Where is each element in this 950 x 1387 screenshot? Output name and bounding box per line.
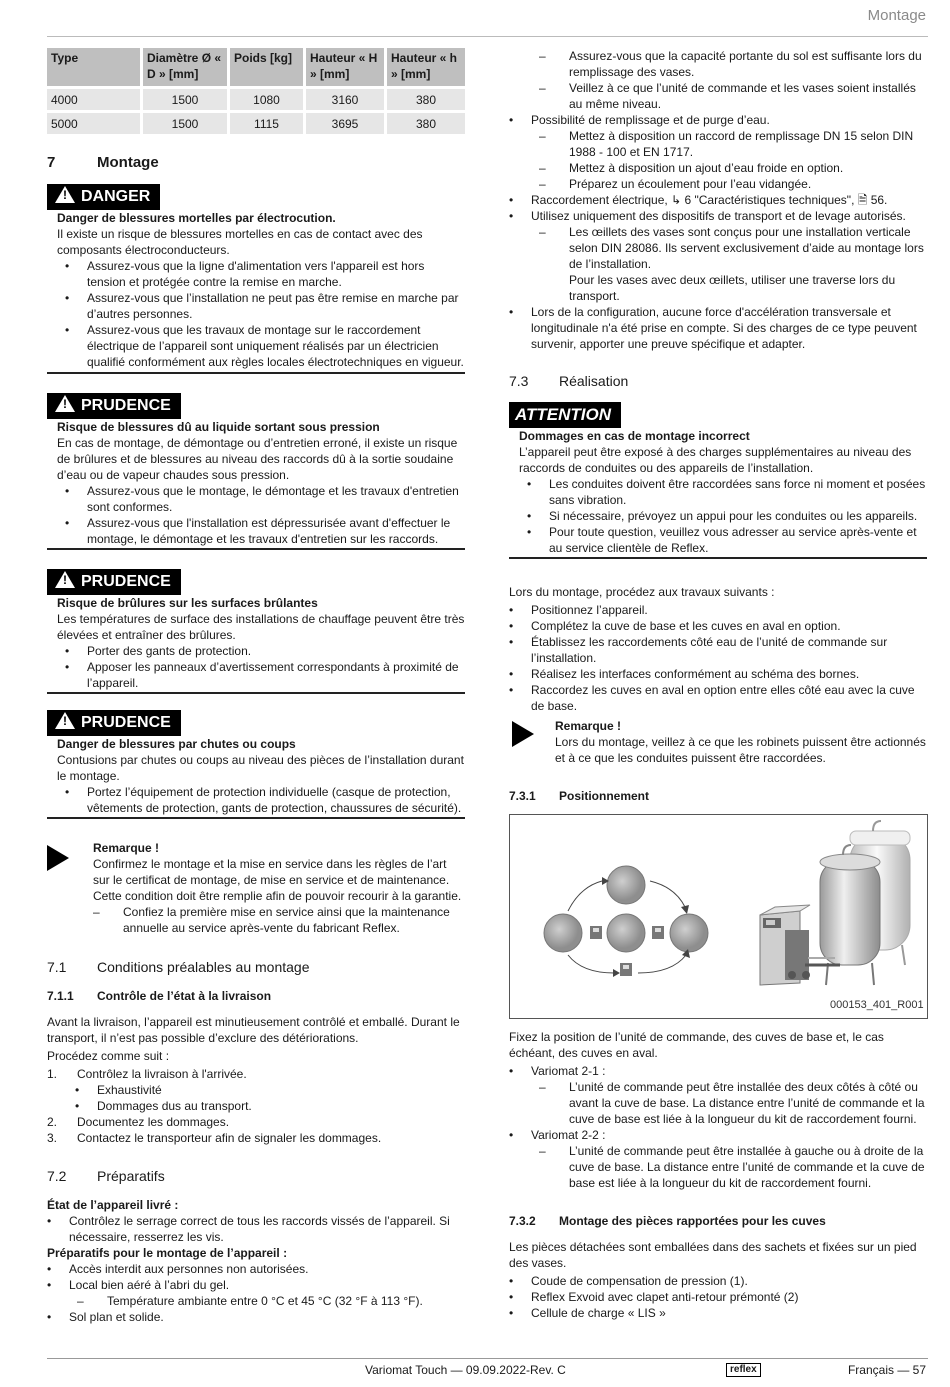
section-7-heading: 7 Montage — [47, 154, 159, 171]
list-item: • Accès interdit aux personnes non autorisées. — [39, 1261, 465, 1277]
list-item: • Possibilité de remplissage et de purge d’eau. — [501, 112, 927, 128]
list-item: • Utilisez uniquement des dispositifs de transport et de levage autorisés. — [501, 208, 927, 224]
delivery-text: Avant la livraison, l’appareil est minutieusement contrôlé et emballé. Durant le transport, il n’est pas possible d’exclure des détériorations. — [47, 1015, 460, 1045]
list-item: • Apposer les panneaux d’avertissement correspondants à proximité de l’appareil. — [57, 659, 465, 691]
list-item: – Les œillets des vases sont conçus pour une installation verticale selon DIN 28086. Ils servent exclusivement d’aide au montage lors de l’installation. Pour les vases avec deux œillets, utiliser une traverse lors du transport. — [539, 224, 927, 304]
prudence-warning-burns — [47, 569, 465, 694]
list-item: • Exhaustivité — [67, 1082, 465, 1098]
list-item: – Température ambiante entre 0 °C et 45 °C (32 °F à 113 °F). — [77, 1293, 465, 1309]
step-text: Contrôlez la livraison à l'arrivée. — [77, 1067, 247, 1081]
section-7-3-1-heading: 7.3.1 Positionnement — [509, 789, 650, 803]
table-header: Type — [47, 48, 140, 86]
attention-badge: ATTENTION — [509, 402, 621, 428]
list-item: • Porter des gants de protection. — [57, 643, 465, 659]
list-item: – L’unité de commande peut être installée à gauche ou à droite de la cuve de base. La distance entre l’unité de commande et la cuve de base est liée à la longueur du kit de raccordement fourni. — [539, 1143, 927, 1191]
note-arrow-icon — [512, 721, 534, 747]
list-item: – Préparez un écoulement pour l’eau vidangée. — [539, 176, 927, 192]
danger-warning — [47, 184, 465, 374]
list-item: • Complétez la cuve de base et les cuves en aval en option. — [501, 618, 919, 634]
note-text: Confirmez le montage et la mise en service dans les règles de l’art sur le certificat de montage, de mise en service et de maintenance. Cette condition doit être remplie afin de pouvoir recourir à la garantie. — [93, 857, 462, 903]
table-cell: 380 — [387, 113, 465, 134]
section-7-1-heading: 7.1 Conditions préalables au montage — [47, 959, 310, 975]
table-cell: 1500 — [143, 89, 227, 110]
warning-title: Danger de blessures par chutes ou coups — [57, 737, 296, 751]
list-item: • Portez l’équipement de protection individuelle (casque de protection, vêtements de protection, gants de protection, chaussures de sécurité). — [57, 784, 465, 816]
footer-document-info: Variomat Touch — 09.09.2022-Rev. C — [365, 1363, 566, 1377]
variants-list — [509, 1063, 927, 1191]
positioning-illustration — [510, 815, 927, 1018]
variomat-product-illustration — [760, 821, 910, 985]
warning-text: Les températures de surface des installations de chauffage peuvent être très élevées et entraîner des brûlures. — [57, 612, 465, 642]
section-7-2-heading: 7.2 Préparatifs — [47, 1168, 165, 1184]
table-cell: 1115 — [230, 113, 303, 134]
note-arrow-icon — [47, 845, 69, 871]
table-cell: 1500 — [143, 113, 227, 134]
warning-icon: ! — [55, 186, 75, 203]
prudence-badge: ! PRUDENCE — [47, 393, 181, 419]
prudence-badge: ! PRUDENCE — [47, 710, 181, 736]
table-cell: 4000 — [47, 89, 140, 110]
list-item: • Sol plan et solide. — [39, 1309, 465, 1325]
note-title: Remarque ! — [93, 841, 160, 855]
prudence-warning-falls — [47, 710, 465, 819]
list-item: • Reflex Exvoid avec clapet anti-retour prémonté (2) — [501, 1289, 919, 1305]
table-cell: 5000 — [47, 113, 140, 134]
table-row — [47, 113, 465, 134]
warning-title: Dommages en cas de montage incorrect — [519, 429, 750, 443]
procedure-intro: Lors du montage, procédez aux travaux suivants : — [509, 585, 775, 599]
procedure-intro: Procédez comme suit : — [47, 1049, 170, 1063]
table-row — [47, 89, 465, 110]
table-cell: 1080 — [230, 89, 303, 110]
table-header: Hauteur « h » [mm] — [387, 48, 465, 86]
note-text: Lors du montage, veillez à ce que les robinets puissent être actionnés et à ce que les conduites puissent être raccordées. — [555, 735, 926, 765]
list-item: • Cellule de charge « LIS » — [501, 1305, 919, 1321]
section-7-3-heading: 7.3 Réalisation — [509, 373, 629, 389]
list-item: • Raccordez les cuves en aval en option entre elles côté eau avec la cuve de base. — [501, 682, 919, 714]
list-item: • Dommages dus au transport. — [67, 1098, 465, 1114]
warning-title: Danger de blessures mortelles par électrocution. — [57, 211, 336, 225]
table-header: Poids [kg] — [230, 48, 303, 86]
section-7-1-1-heading: 7.1.1 Contrôle de l’état à la livraison — [47, 989, 272, 1003]
list-item: • Raccordement électrique, ↳ 6 "Caractéristiques techniques", 🗎 56. — [501, 192, 927, 208]
parts-text: Les pièces détachées sont emballées dans des sachets et fixées sur un pied des vases. — [509, 1240, 917, 1270]
reflex-logo: reflex — [726, 1363, 761, 1377]
warning-title: Risque de brûlures sur les surfaces brûlantes — [57, 596, 318, 610]
warning-text: Il existe un risque de blessures mortelles en cas de contact avec des composants électroconducteurs. — [57, 227, 423, 257]
list-item: • Positionnez l’appareil. — [501, 602, 919, 618]
list-item: • Pour toute question, veuillez vous adresser au service après-vente et au service clientèle de Reflex. — [519, 524, 927, 556]
prudence-warning-pressure — [47, 393, 465, 550]
warning-text: En cas de montage, de démontage ou d’entretien erroné, il existe un risque de brûlures et de blessures au niveau des raccords dû à la sortie soudaine d’eau ou de vapeur chaudes sous pression. — [57, 436, 458, 482]
warning-icon: ! — [55, 712, 75, 729]
list-item: • Variomat 2-1 : — [501, 1063, 927, 1079]
list-item: • Les conduites doivent être raccordées sans force ni moment et posées sans vibration. — [519, 476, 927, 508]
header-divider — [47, 36, 928, 37]
warning-text: L’appareil peut être exposé à des charges supplémentaires au niveau des raccords de conduites ou des appareils de l’installation. — [519, 445, 912, 475]
parts-list — [501, 1273, 919, 1321]
attention-warning — [509, 402, 927, 559]
list-item: • Local bien aéré à l’abri du gel. — [39, 1277, 465, 1293]
warning-icon: ! — [55, 571, 75, 588]
note-commissioning — [47, 840, 465, 936]
list-item: • Si nécessaire, prévoyez un appui pour les conduites ou les appareils. — [519, 508, 927, 524]
subheading: État de l’appareil livré : — [47, 1198, 179, 1212]
list-item: • Établissez les raccordements côté eau de l’unité de commande sur l’installation. — [501, 634, 919, 666]
procedure-list — [501, 602, 919, 714]
list-item: • Assurez-vous que l'installation est dépressurisée avant d'effectuer le montage, le démontage et les travaux d'entretien sur les raccords. — [57, 515, 465, 547]
table-cell: 3160 — [306, 89, 384, 110]
prudence-badge: ! PRUDENCE — [47, 569, 181, 595]
arrangement-diagram — [544, 866, 708, 977]
list-item: • Contrôlez le serrage correct de tous les raccords vissés de l’appareil. Si nécessaire, resserrez les vis. — [39, 1213, 465, 1245]
delivery-steps: 1. Contrôlez la livraison à l'arrivée. • Exhaustivité • Dommages dus au transport. 2. Documentez les dommages. 3. Contactez le transporteur afin de signaler les dommages. — [47, 1066, 465, 1146]
subheading: Préparatifs pour le montage de l’appareil : — [47, 1246, 288, 1260]
list-item: • Assurez-vous que l’installation ne peut pas être remise en marche par d’autres personnes. — [57, 290, 465, 322]
list-item: – Mettez à disposition un ajout d’eau froide en option. — [539, 160, 927, 176]
figure-code: 000153_401_R001 — [830, 999, 924, 1011]
table-header-row — [47, 48, 465, 86]
table-header: Diamètre Ø « D » [mm] — [143, 48, 227, 86]
list-item: – Mettez à disposition un raccord de remplissage DN 15 selon DIN 1988 - 100 et EN 1717. — [539, 128, 927, 160]
list-item: • Lors de la configuration, aucune force d'accélération transversale et longitudinale n'a été prise en compte. Si des charges de ce type peuvent survenir, apporter une preuve spécifique et adapter. — [501, 304, 927, 352]
list-item: • Assurez-vous que les travaux de montage sur le raccordement électrique de l’appareil sont uniquement réalisés par un électricien qualifié conformément aux règles locales électrotechniques en vigueur. — [57, 322, 465, 370]
warning-icon: ! — [55, 395, 75, 412]
list-item: – Veillez à ce que l’unité de commande et les vases soient installés au même niveau. — [539, 80, 927, 112]
step-text: Contactez le transporteur afin de signaler les dommages. — [77, 1131, 382, 1145]
requirements-continued — [509, 48, 927, 352]
step-text: Documentez les dommages. — [77, 1115, 230, 1129]
note-valves — [509, 718, 927, 766]
table-cell: 3695 — [306, 113, 384, 134]
note-title: Remarque ! — [555, 719, 622, 733]
footer-page-number: Français — 57 — [847, 1363, 926, 1377]
warning-text: Contusions par chutes ou coups au niveau des pièces de l’installation durant le montage. — [57, 753, 464, 783]
warning-title: Risque de blessures dû au liquide sortant sous pression — [57, 420, 380, 434]
list-item: • Coude de compensation de pression (1). — [501, 1273, 919, 1289]
list-item: • Réalisez les interfaces conformément au schéma des bornes. — [501, 666, 919, 682]
table-header: Hauteur « H » [mm] — [306, 48, 384, 86]
list-item: • Variomat 2-2 : — [501, 1127, 927, 1143]
list-item: – Assurez-vous que la capacité portante du sol est suffisante lors du remplissage des vases. — [539, 48, 927, 80]
positioning-text: Fixez la position de l’unité de commande, des cuves de base et, le cas échéant, des cuves en aval. — [509, 1030, 884, 1060]
page-header-title: Montage — [867, 7, 926, 24]
footer-divider — [47, 1358, 928, 1359]
positioning-figure — [509, 814, 928, 1019]
list-item: – L’unité de commande peut être installée des deux côtés à côté ou avant la cuve de base. La distance entre l’unité de commande et la cuve de base est liée à la longueur du kit de raccordement fourni. — [539, 1079, 927, 1127]
list-item: • Assurez-vous que la ligne d'alimentation vers l'appareil est hors tension et protégée contre la remise en marche. — [57, 258, 465, 290]
list-item: – Confiez la première mise en service ainsi que la maintenance annuelle au service après-vente du fabricant Reflex. — [93, 904, 465, 936]
table-cell: 380 — [387, 89, 465, 110]
list-item: • Assurez-vous que le montage, le démontage et les travaux d'entretien sont conformes. — [57, 483, 465, 515]
preparations — [47, 1197, 465, 1325]
danger-badge: ! DANGER — [47, 184, 160, 210]
section-7-3-2-heading: 7.3.2 Montage des pièces rapportées pour les cuves — [509, 1214, 826, 1228]
spec-table — [44, 45, 468, 137]
